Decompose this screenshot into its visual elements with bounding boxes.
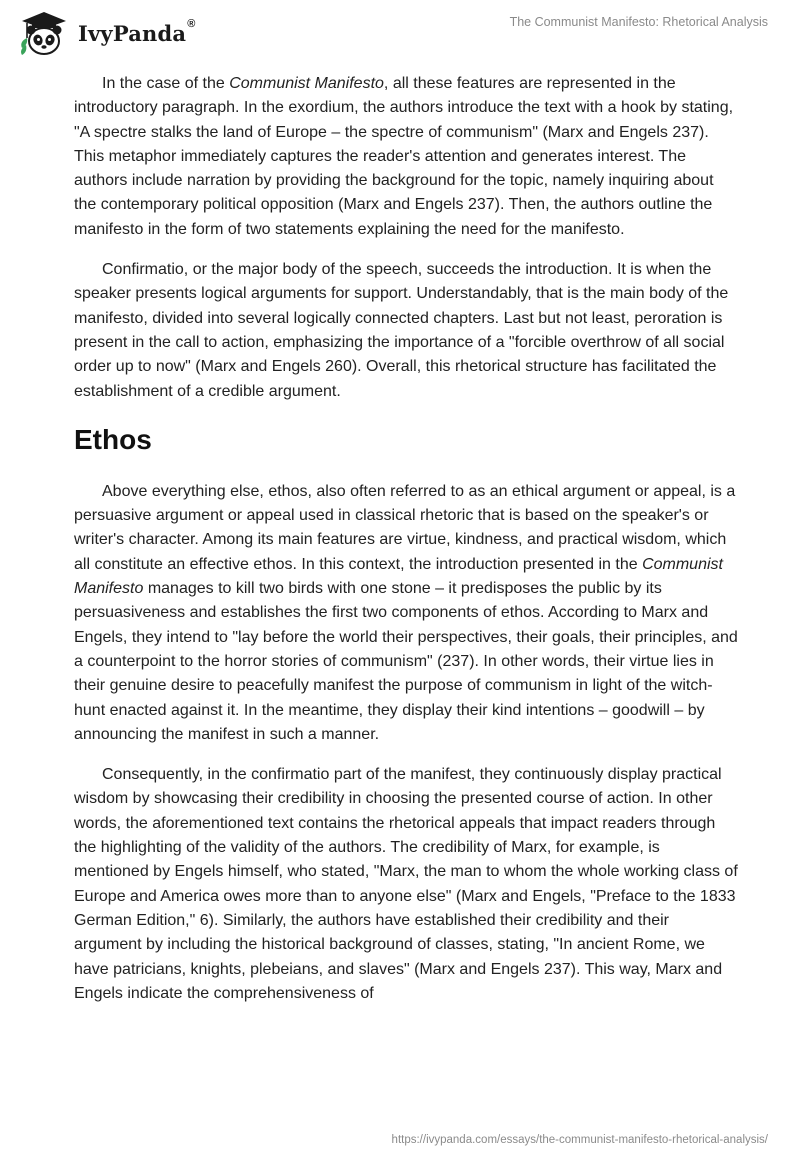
ivypanda-logo[interactable] — [14, 8, 196, 58]
section-heading-ethos: Ethos — [74, 423, 152, 455]
logo-wordmark — [78, 17, 196, 46]
paragraph-text: Above everything else, ethos, also often referred to as an ethical argument or appeal, is a persuasive argument or appeal used in classical rhetoric that is based on the speaker's or writer's character. Among its main features are virtue, kindness, and practical wisdom, which all constitute an effective ethos. In this context, the introduction presented in the — [74, 482, 736, 573]
paragraph-text: manages to kill two birds with one stone – it predisposes the public by its persuasiveness and establishes the first two components of ethos. According to Marx and Engels, they intend to "lay before the world their perspectives, their goals, their principles, and a counterpoint to the horror stories of communism" (237). In other words, their virtue lies in their genuine desire to peacefully manifest the purpose of communism in light of the witch-hunt enacted against it. In the meantime, they display their kind intentions – goodwill – by announcing the manifest in such a manner. — [74, 580, 738, 743]
essay-content — [74, 72, 738, 1022]
source-url[interactable]: https://ivypanda.com/essays/the-communist-manifesto-rhetorical-analysis/ — [391, 1134, 768, 1146]
paragraph-text: , all these features are represented in the introductory paragraph. In the exordium, the authors introduce the text with a hook by stating, "A spectre stalks the land of Europe – the spectre of communism" (Marx and Engels 237). This metaphor immediately captures the reader's attention and generates interest. The authors include narration by providing the background for the topic, namely inquiring about the contemporary political opposition (Marx and Engels 237). Then, the authors outline the manifesto in the form of two statements explaining the need for the manifesto. — [74, 75, 734, 238]
italic-title: Communist Manifesto — [74, 555, 723, 598]
panda-graduate-icon — [14, 8, 72, 58]
logo-name: IvyPanda — [78, 20, 187, 46]
paragraph-confirmatio: Confirmatio, or the major body of the speech, succeeds the introduction. It is when the speaker presents logical arguments for support. Understandably, that is the main body of the manifesto, divided into several logically connected chapters. Last but not least, peroration is present in the call to action, emphasizing the importance of a "forcible overthrow of all social order up to now" (Marx and Engels 260). Overall, this rhetorical structure has facilitated the establishment of a credible argument. — [74, 261, 729, 400]
paragraph-ethos-intro — [74, 480, 738, 747]
paragraph-ethos-credibility: Consequently, in the confirmatio part of the manifest, they continuously display practical wisdom by showcasing their credibility in choosing the presented course of action. In other words, the aforementioned text contains the rhetorical appeals that impact readers through the highlighting of the validity of the authors. The credibility of Marx, for example, is mentioned by Engels himself, who stated, "Marx, the man to whom the whole working class of Europe and America owes more than to anyone else" (Marx and Engels, "Preface to the 1833 German Edition," 6). Similarly, the authors have established their credibility and their argument by including the historical background of classes, stating, "In ancient Rome, we have patricians, knights, plebeians, and slaves" (Marx and Engels 237). This way, Marx and Engels indicate the comprehensiveness of — [74, 766, 738, 1002]
document-title: The Communist Manifesto: Rhetorical Analysis — [509, 15, 768, 29]
page-header — [0, 0, 800, 70]
italic-title: Communist Manifesto — [229, 75, 384, 92]
paragraph-text: In the case of the — [102, 75, 230, 92]
paragraph-exordium — [74, 72, 738, 242]
registered-mark: ® — [187, 17, 196, 30]
